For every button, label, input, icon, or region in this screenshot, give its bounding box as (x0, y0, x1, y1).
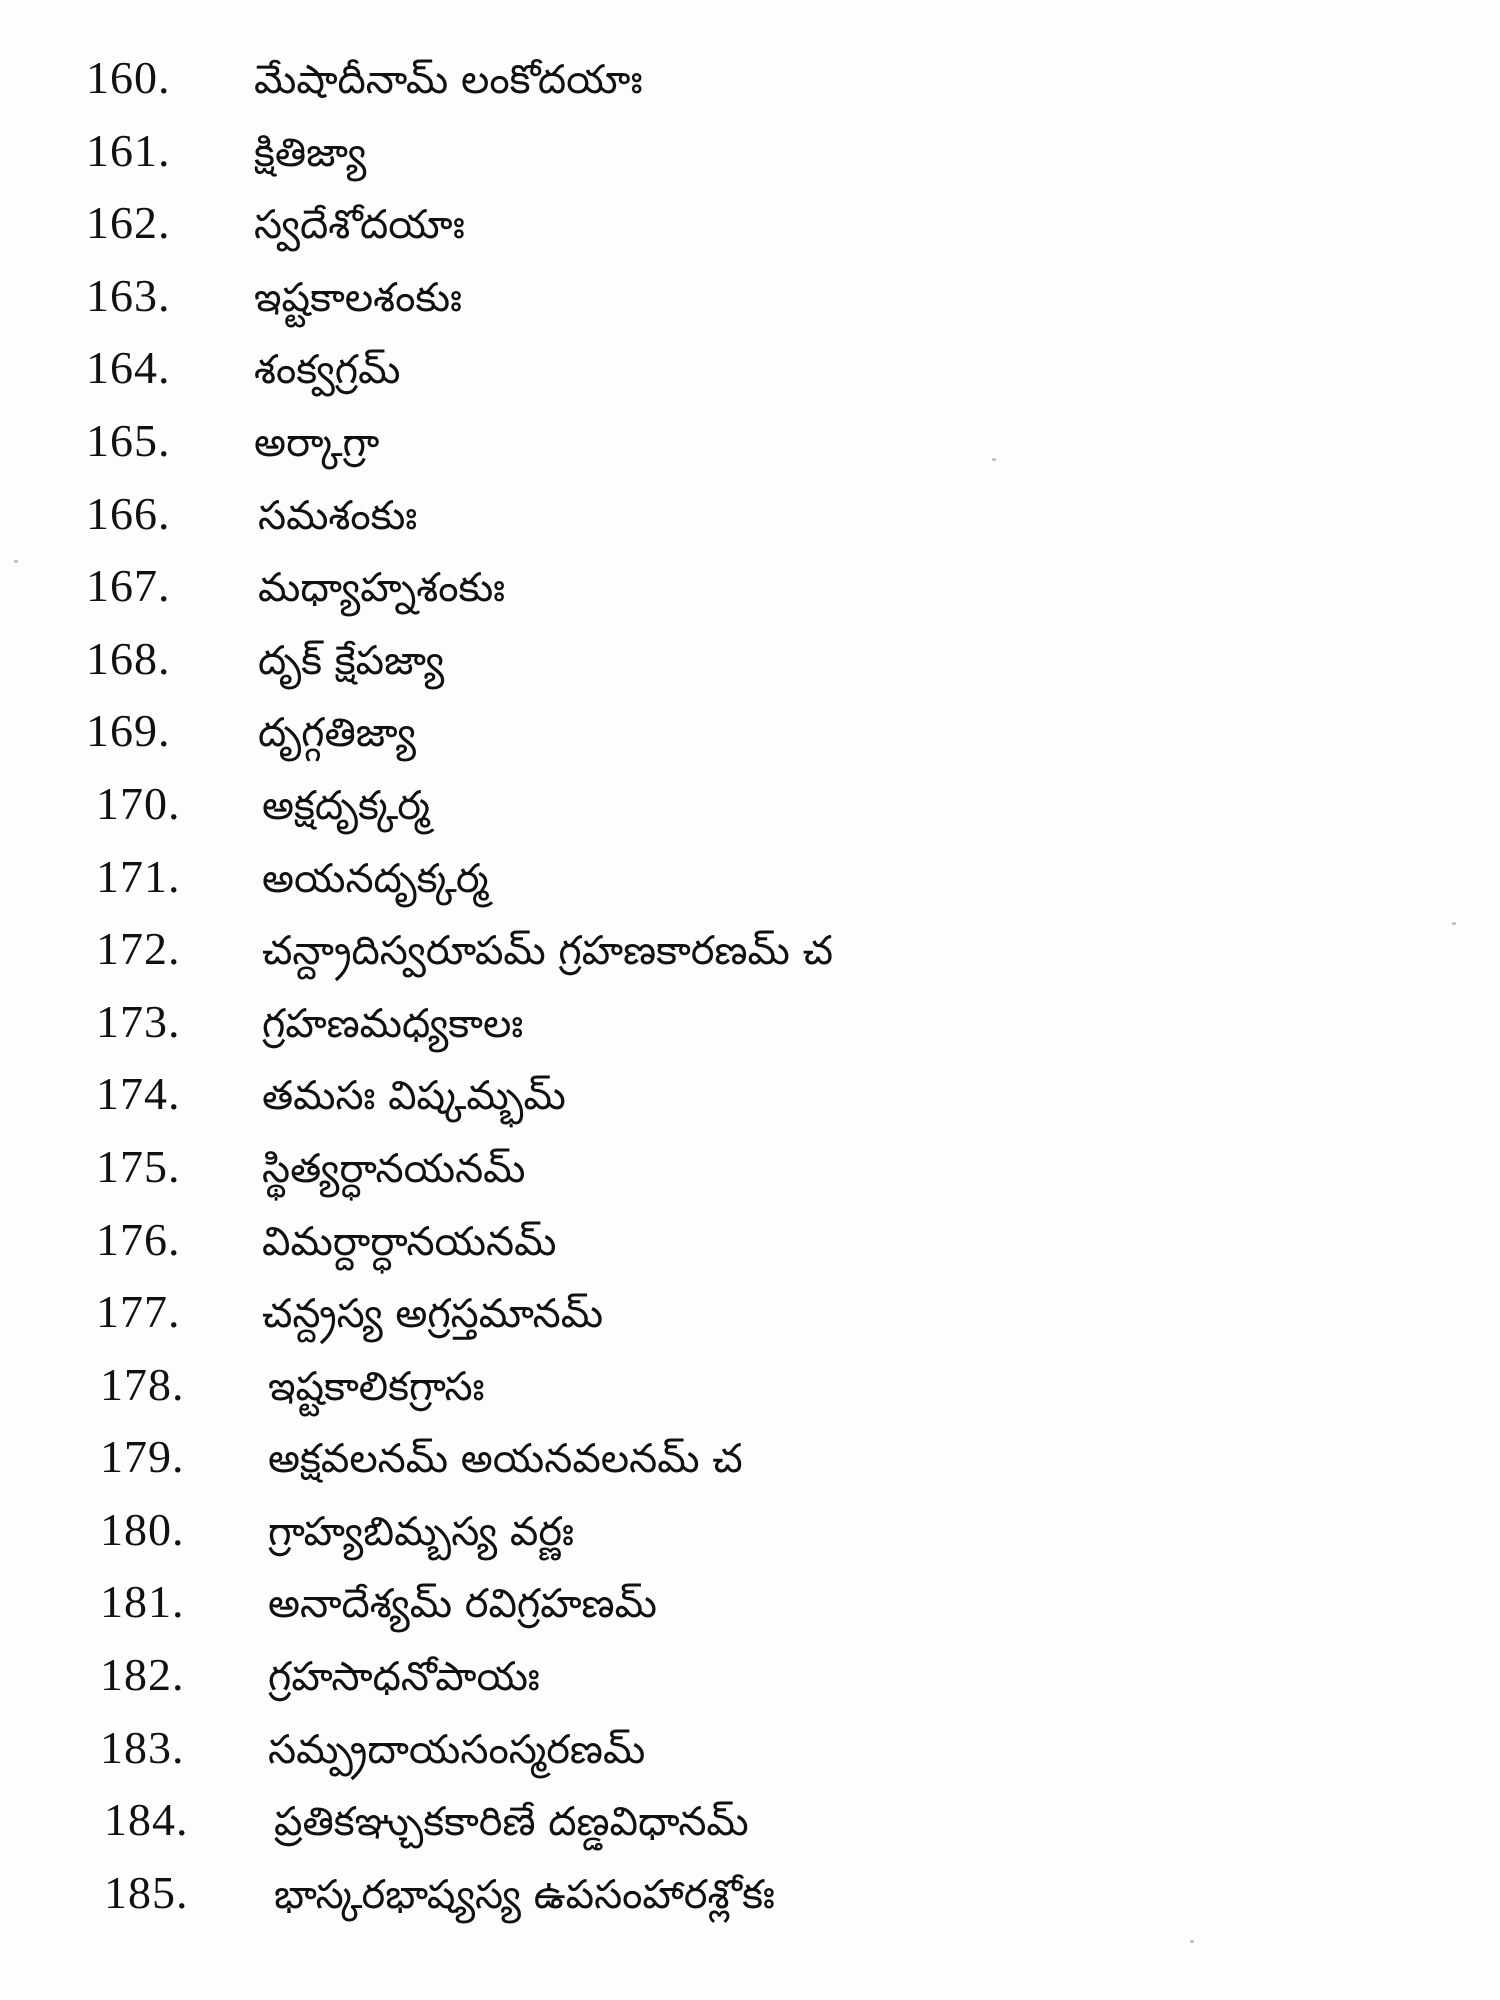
entry-number: 161. (86, 124, 171, 176)
entry-number: 170. (96, 777, 181, 829)
entry-number: 174. (96, 1068, 181, 1120)
entry-text: దృగ్గతిజ్యా (258, 710, 416, 757)
entry-number: 160. (86, 52, 171, 103)
entry-text: చన్ద్రస్య అగ్రస్తమానమ్ (262, 1291, 604, 1338)
entry-number: 164. (86, 342, 171, 394)
entry-text: స్వదేశోదయాః (254, 202, 465, 249)
entry-number: 172. (96, 923, 181, 975)
entry-text: విమర్దార్ధానయనమ్ (262, 1218, 557, 1265)
entry-number: 167. (86, 560, 171, 612)
scan-speck (14, 560, 18, 563)
entry-text: సమ్ప్రదాయసంస్మరణమ్ (268, 1726, 646, 1773)
entry-text: చన్ద్రాదిస్వరూపమ్ గ్రహణకారణమ్ చ (262, 928, 833, 975)
entry-number: 177. (96, 1286, 181, 1338)
entry-text: అర్కాగ్రా (254, 419, 380, 466)
entry-text: తమసః విష్కమ్భమ్ (262, 1073, 566, 1120)
entry-number: 162. (86, 197, 171, 249)
entry-text: స్థిత్యర్ధానయనమ్ (262, 1145, 526, 1192)
entry-text: అక్షవలనమ్ అయనవలనమ్ చ (268, 1436, 743, 1483)
entry-number: 175. (96, 1140, 181, 1192)
entry-number: 185. (104, 1866, 189, 1918)
entry-text: అక్షదృక్కర్మ (262, 782, 430, 829)
entry-text: అనాదేశ్యమ్ రవిగ్రహణమ్ (268, 1581, 657, 1628)
entry-text: దృక్ క్షేపజ్యా (258, 637, 445, 684)
entry-number: 163. (86, 269, 171, 321)
entry-number: 182. (100, 1649, 185, 1701)
scan-speck (992, 458, 996, 461)
entry-number: 176. (96, 1213, 181, 1265)
entry-number: 184. (104, 1794, 189, 1846)
entry-text: ఇష్టకాలికగ్రాసః (268, 1363, 485, 1410)
entry-text: మేషాదీనామ్ లంకోదయాః (254, 57, 643, 103)
entry-text: గ్రాహ్యబిమ్బస్య వర్ణః (268, 1508, 574, 1555)
entry-text: సమశంకుః (258, 492, 418, 539)
entry-text: ఇష్టకాలశంకుః (254, 274, 462, 321)
entry-number: 166. (86, 487, 171, 539)
entry-number: 180. (100, 1503, 185, 1555)
entry-text: భాస్కరభాష్యస్య ఉపసంహారశ్లోకః (274, 1871, 775, 1918)
entry-text: మధ్యాహ్నశంకుః (258, 565, 506, 612)
scan-speck (1452, 922, 1456, 925)
scan-speck (1190, 1940, 1194, 1943)
entry-text: గ్రహణమధ్యకాలః (262, 1000, 524, 1047)
entry-number: 183. (100, 1721, 185, 1773)
entry-number: 173. (96, 995, 181, 1047)
entry-number: 169. (86, 705, 171, 757)
entry-number: 181. (100, 1576, 185, 1628)
entry-number: 179. (100, 1431, 185, 1483)
entry-text: ప్రతికఞ్చుకకారిణే దణ్డవిధానమ్ (274, 1799, 749, 1846)
entry-text: క్షితిజ్యా (254, 129, 367, 176)
entry-number: 165. (86, 414, 171, 466)
entry-text: అయనదృక్కర్మ (262, 855, 489, 902)
entry-number: 178. (100, 1358, 185, 1410)
entry-number: 168. (86, 632, 171, 684)
entry-text: శంక్వగ్రమ్ (254, 347, 401, 394)
entry-text: గ్రహసాధనోపాయః (268, 1654, 540, 1701)
entry-number: 171. (96, 850, 181, 902)
